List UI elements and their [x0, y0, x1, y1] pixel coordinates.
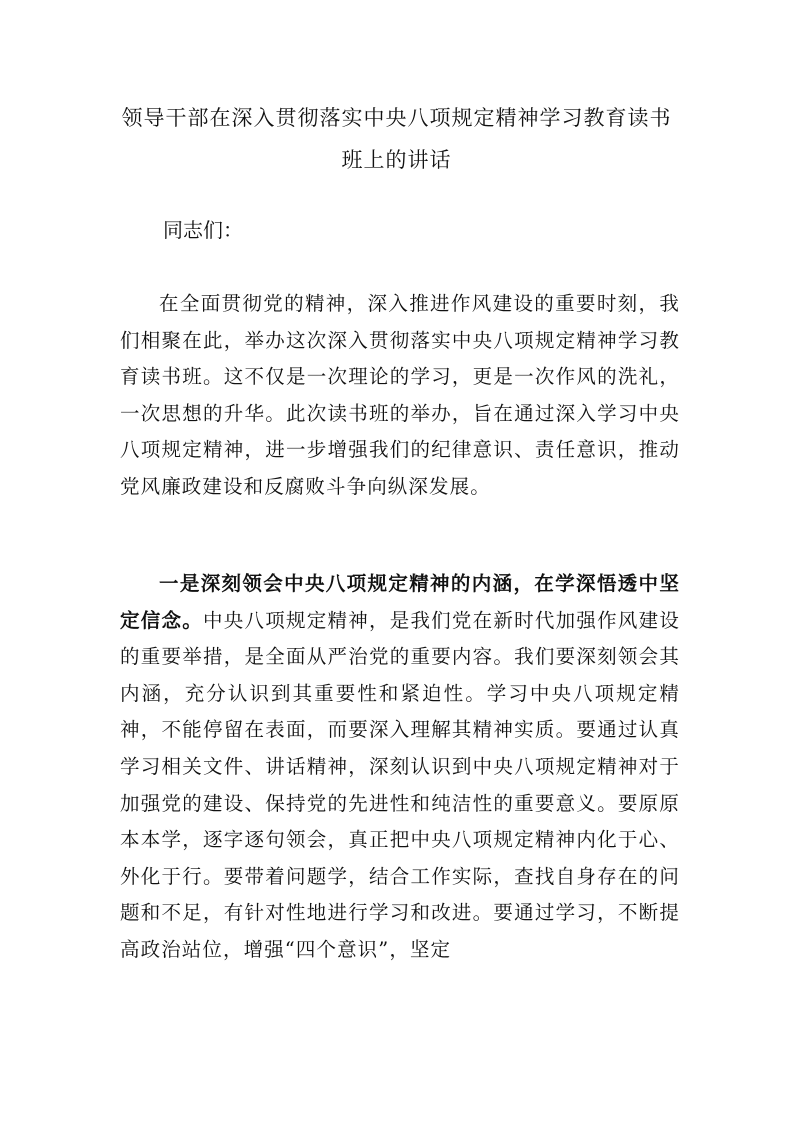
document-title-line-2: 班上的讲话 [341, 148, 452, 172]
paragraph-point-one [120, 566, 680, 969]
paragraph-text: 中央八项规定精神，是我们党在新时代加强作风建设的重要举措，是全面从严治党的重要内容。我们要深刻领会其内涵，充分认识到其重要性和紧迫性。学习中央八项规定精神，不能停留在表面，而要深入理解其精神实质。要通过认真学习相关文件、讲话精神，深刻认识到中央八项规定精神对于加强党的建设、保持党的先进性和纯洁性的重要意义。要原原本本学，逐字逐句领会，真正把中央八项规定精神内化于心、外化于行。要带着问题学，结合工作实际，查找自身存在的问题和不足，有针对性地进行学习和改进。要通过学习，不断提高政治站位，增强“四个意识”，坚定 [120, 608, 680, 961]
paragraph-intro [120, 286, 680, 506]
paragraph-lead-heading: 一是深刻领会中央八项规定精神的内涵，在学深悟透中坚定信念。 [120, 572, 680, 632]
document-title-line-1: 领导干部在深入贯彻落实中央八项规定精神学习教育读书 [121, 106, 672, 130]
salutation: 同志们： [163, 218, 243, 242]
paragraph-text: 在全面贯彻党的精神，深入推进作风建设的重要时刻，我们相聚在此，举办这次深入贯彻落实中央八项规定精神学习教育读书班。这不仅是一次理论的学习，更是一次作风的洗礼，一次思想的升华。此次读书班的举办，旨在通过深入学习中央八项规定精神，进一步增强我们的纪律意识、责任意识，推动党风廉政建设和反腐败斗争向纵深发展。 [120, 292, 680, 498]
